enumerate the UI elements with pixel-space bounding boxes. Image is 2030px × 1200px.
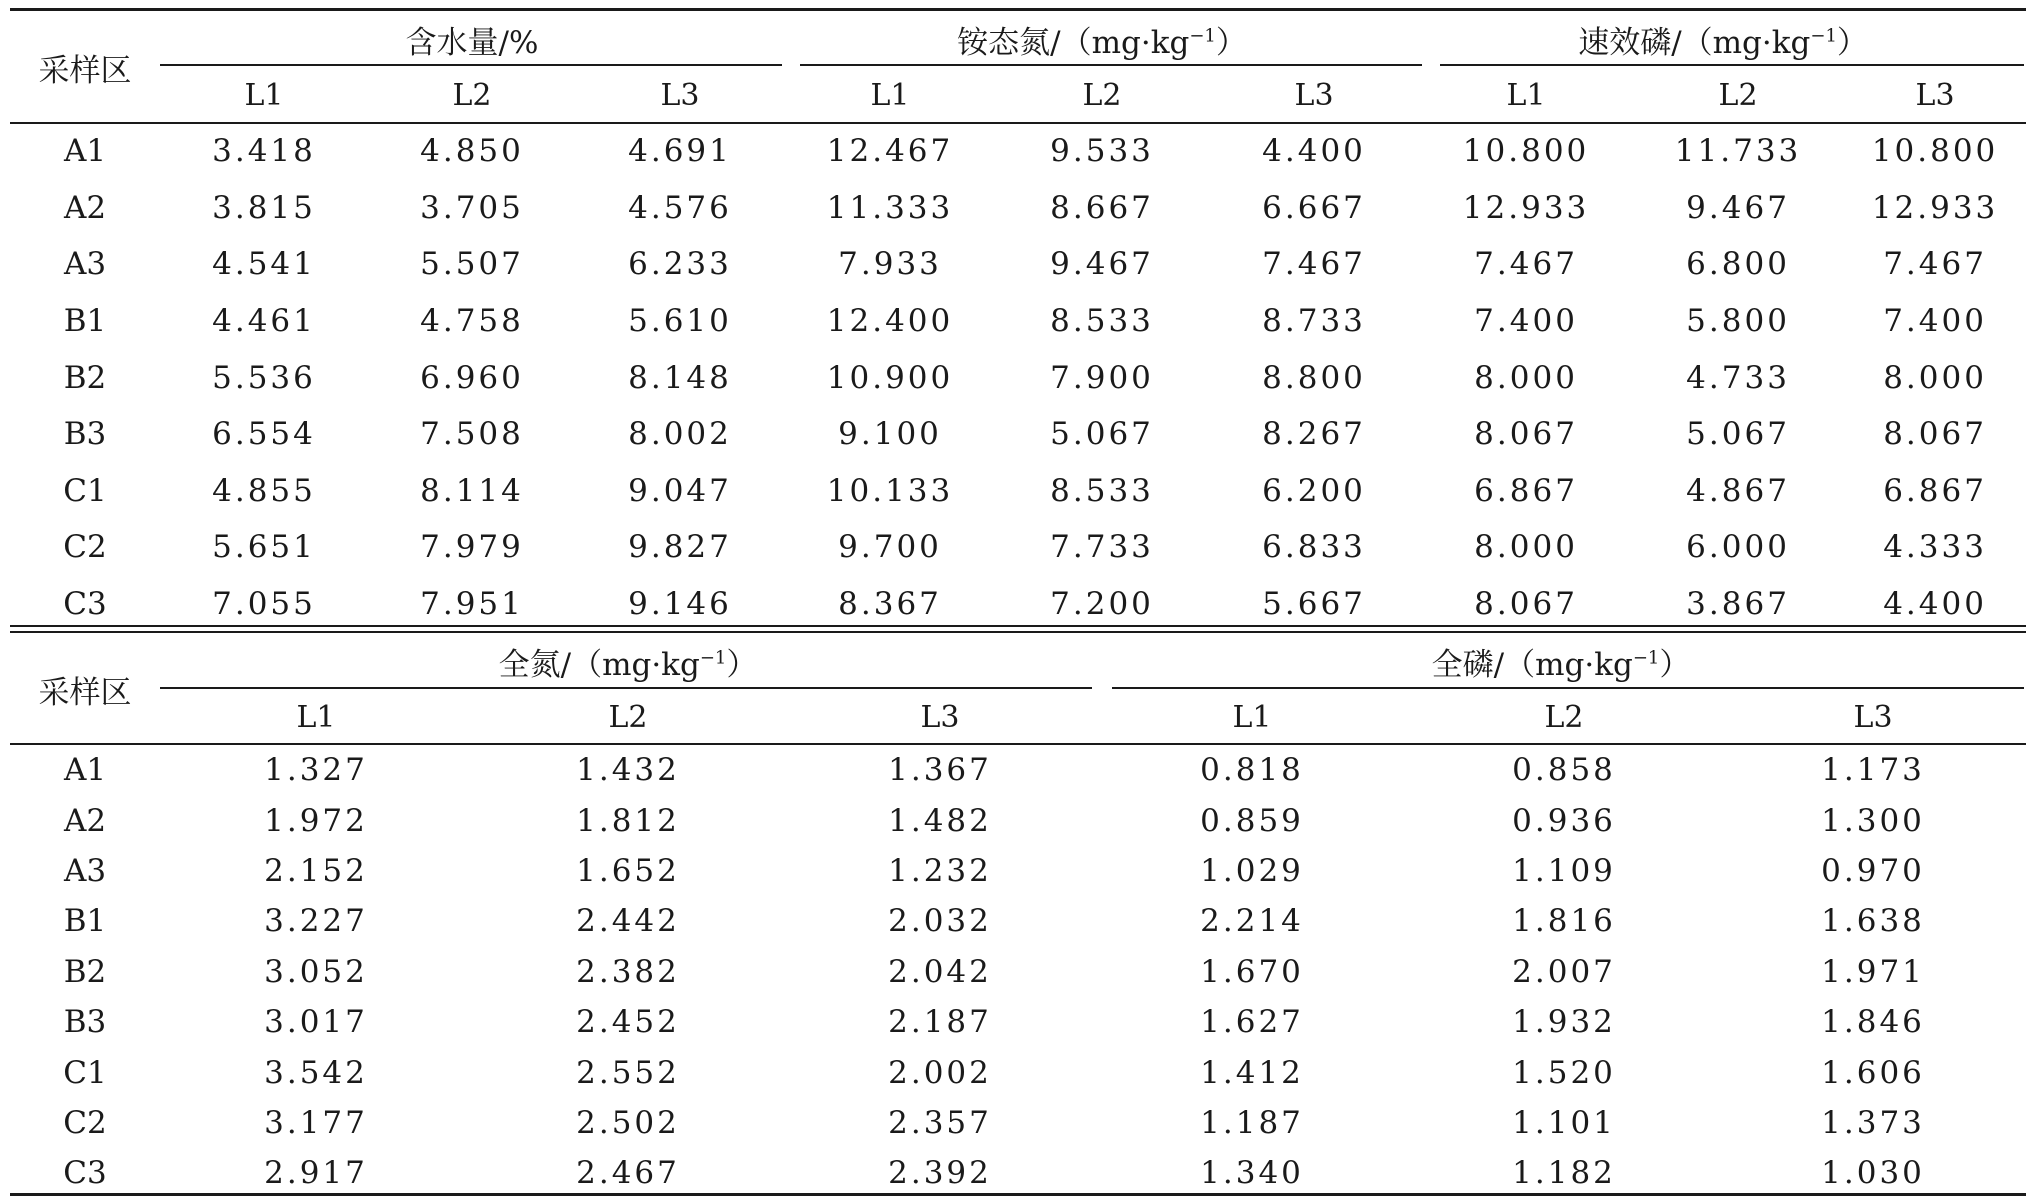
table-row [10,997,2026,1047]
table-cell: 8.114 [420,472,524,509]
subheader-l3: L3 [1915,77,1955,113]
table2-body [10,745,2026,1199]
table-row [10,180,2026,237]
table-cell: 2.502 [576,1104,680,1141]
table-cell: 9.827 [628,529,732,566]
table-cell: 3.418 [212,133,316,170]
group-header-available-p: 速效磷$/(mg\cdot kg^{-1})$ [1578,24,1868,61]
table-cell: 3.177 [264,1104,368,1141]
table-cell: 8.148 [628,359,732,396]
table-row [10,1148,2026,1198]
table-cell: 4.867 [1686,472,1790,509]
table-cell: 8.267 [1262,416,1366,453]
table-cell: 8.002 [628,416,732,453]
table-cell: 5.507 [420,246,524,283]
table-cell: 2.552 [576,1054,680,1091]
table-cell: 2.187 [888,1004,992,1041]
table-cell: 10.900 [826,359,954,396]
table-cell: 2.382 [576,953,680,990]
table-cell: 4.400 [1262,133,1366,170]
table-cell: 1.638 [1821,903,1925,940]
row-label: C1 [63,1054,107,1091]
table-cell: 10.800 [1462,133,1590,170]
table-row [10,293,2026,350]
table-cell: 3.542 [264,1054,368,1091]
subheader-l1: L1 [1506,77,1546,113]
table-cell: 1.173 [1821,752,1925,789]
table-cell: 1.182 [1512,1155,1616,1192]
table-cell: 1.300 [1821,802,1925,839]
table-cell: 3.227 [264,903,368,940]
row-label: B3 [63,416,107,453]
table-cell: 9.467 [1686,189,1790,226]
group-header-moisture: 含水量/% [405,24,539,61]
table-cell: 6.800 [1686,246,1790,283]
table-row [10,406,2026,463]
table-cell: 10.800 [1871,133,1999,170]
table-cell: 8.733 [1262,303,1366,340]
table-cell: 9.047 [628,472,732,509]
table-cell: 9.100 [838,416,942,453]
table1-body [10,123,2026,632]
row-label: A2 [63,802,107,839]
table-cell: 1.627 [1200,1004,1304,1041]
table-cell: 1.432 [576,752,680,789]
table-row [10,947,2026,997]
table-cell: 4.758 [420,303,524,340]
table-row [10,896,2026,946]
group-header-total-p: 全磷$/(mg\cdot kg^{-1})$ [1431,646,1691,683]
table-cell: 9.467 [1050,246,1154,283]
table-cell: 0.936 [1512,802,1616,839]
table-cell: 1.367 [888,752,992,789]
table-cell: 6.554 [212,416,316,453]
table-cell: 7.508 [420,416,524,453]
subheader-l2: L2 [1718,77,1758,113]
table-cell: 6.667 [1262,189,1366,226]
table-cell: 8.367 [838,586,942,623]
table-cell: 2.152 [264,852,368,889]
table-cell: 0.970 [1821,852,1925,889]
row-label: A3 [63,852,107,889]
table-cell: 8.067 [1474,416,1578,453]
table-cell: 5.067 [1050,416,1154,453]
table-cell: 9.146 [628,586,732,623]
subheader-l3: L3 [920,699,960,735]
row-label: A1 [63,133,107,170]
table-cell: 3.815 [212,189,316,226]
table-cell: 7.467 [1474,246,1578,283]
row-label: B3 [63,1004,107,1041]
table-cell: 8.000 [1883,359,1987,396]
table-cell: 5.067 [1686,416,1790,453]
table-cell: 5.610 [628,303,732,340]
table-row [10,349,2026,406]
table-cell: 2.214 [1200,903,1304,940]
subheader-l1: L1 [244,77,284,113]
soil-table-2 [10,633,2026,1199]
table-cell: 8.533 [1050,472,1154,509]
group-header-total-n: 全氮$/(mg\cdot kg^{-1})$ [498,646,758,683]
row-label: B2 [63,953,107,990]
row-label: C2 [63,529,107,566]
row-label: A2 [63,189,107,226]
group-header-ammonium-n: 铵态氮$/(mg\cdot kg^{-1})$ [957,24,1247,61]
table-cell: 4.541 [212,246,316,283]
table-cell: 6.833 [1262,529,1366,566]
table-cell: 4.733 [1686,359,1790,396]
table-cell: 8.800 [1262,359,1366,396]
subheader-l1: L1 [1232,699,1272,735]
table-cell: 1.816 [1512,903,1616,940]
table-cell: 12.933 [1871,189,1999,226]
table-cell: 2.452 [576,1004,680,1041]
table-cell: 5.800 [1686,303,1790,340]
table-cell: 10.133 [826,472,954,509]
table-cell: 5.667 [1262,586,1366,623]
table-cell: 6.000 [1686,529,1790,566]
table-cell: 1.373 [1821,1104,1925,1141]
table-cell: 8.667 [1050,189,1154,226]
table-cell: 1.327 [264,752,368,789]
table-cell: 1.932 [1512,1004,1616,1041]
table-row [10,745,2026,795]
subheader-l2: L2 [1082,77,1122,113]
table-cell: 6.867 [1474,472,1578,509]
table-row [10,236,2026,293]
table-cell: 2.442 [576,903,680,940]
table-cell: 4.850 [420,133,524,170]
table-cell: 3.052 [264,953,368,990]
table-row [10,1047,2026,1097]
table-cell: 1.340 [1200,1155,1304,1192]
row-label: C1 [63,472,107,509]
table-cell: 8.533 [1050,303,1154,340]
table-cell: 2.002 [888,1054,992,1091]
table-cell: 2.007 [1512,953,1616,990]
table-cell: 1.101 [1512,1104,1616,1141]
table-cell: 12.933 [1462,189,1590,226]
table-cell: 7.951 [420,586,524,623]
table-cell: 7.400 [1474,303,1578,340]
table-cell: 2.917 [264,1155,368,1192]
table-cell: 7.933 [838,246,942,283]
row-label: C2 [63,1104,107,1141]
row-label: B1 [63,303,107,340]
row-label: A3 [63,246,107,283]
table-row [10,519,2026,576]
table-cell: 3.705 [420,189,524,226]
table-cell: 1.652 [576,852,680,889]
subheader-l2: L2 [608,699,648,735]
table-row [10,463,2026,520]
table-cell: 8.000 [1474,529,1578,566]
table-cell: 7.979 [420,529,524,566]
table-cell: 3.017 [264,1004,368,1041]
table-cell: 6.960 [420,359,524,396]
corner-header-sampling-area: 采样区 [38,674,132,711]
table-row [10,846,2026,896]
row-label: A1 [63,752,107,789]
table-cell: 7.467 [1883,246,1987,283]
table-cell: 1.030 [1821,1155,1925,1192]
table-cell: 9.533 [1050,133,1154,170]
table-cell: 7.200 [1050,586,1154,623]
table-cell: 6.867 [1883,472,1987,509]
subheader-l2: L2 [1544,699,1584,735]
table-cell: 3.867 [1686,586,1790,623]
table-cell: 0.818 [1200,752,1304,789]
table-cell: 4.400 [1883,586,1987,623]
table-cell: 1.232 [888,852,992,889]
table-cell: 1.482 [888,802,992,839]
table-cell: 1.971 [1821,953,1925,990]
table-cell: 8.067 [1474,586,1578,623]
table-cell: 1.846 [1821,1004,1925,1041]
table-row [10,123,2026,180]
row-label: B1 [63,903,107,940]
table-cell: 0.859 [1200,802,1304,839]
table-cell: 1.187 [1200,1104,1304,1141]
subheader-l1: L1 [296,699,336,735]
table-cell: 7.055 [212,586,316,623]
table-cell: 7.400 [1883,303,1987,340]
table-cell: 11.333 [826,189,954,226]
table-cell: 4.333 [1883,529,1987,566]
row-label: B2 [63,359,107,396]
table-cell: 12.400 [826,303,954,340]
row-label: C3 [63,1155,107,1192]
table-cell: 2.467 [576,1155,680,1192]
table-cell: 4.576 [628,189,732,226]
table-cell: 6.200 [1262,472,1366,509]
subheader-l3: L3 [1294,77,1334,113]
table-row [10,1098,2026,1148]
table-cell: 2.357 [888,1104,992,1141]
table-cell: 1.412 [1200,1054,1304,1091]
table-cell: 0.858 [1512,752,1616,789]
table-cell: 4.691 [628,133,732,170]
table-row [10,795,2026,845]
table-cell: 7.900 [1050,359,1154,396]
subheader-l3: L3 [1853,699,1893,735]
table-cell: 12.467 [826,133,954,170]
table-cell: 1.606 [1821,1054,1925,1091]
table-cell: 1.029 [1200,852,1304,889]
subheader-l2: L2 [452,77,492,113]
table-cell: 5.651 [212,529,316,566]
table-cell: 11.733 [1674,133,1802,170]
table-cell: 1.972 [264,802,368,839]
table-cell: 7.733 [1050,529,1154,566]
table-cell: 7.467 [1262,246,1366,283]
table-cell: 8.000 [1474,359,1578,396]
table-cell: 4.461 [212,303,316,340]
soil-table-1 [10,11,2026,632]
table-cell: 4.855 [212,472,316,509]
table-cell: 5.536 [212,359,316,396]
row-label: C3 [63,586,107,623]
table-cell: 1.520 [1512,1054,1616,1091]
table-cell: 2.392 [888,1155,992,1192]
corner-header-sampling-area: 采样区 [38,52,132,89]
table-cell: 9.700 [838,529,942,566]
table-cell: 2.032 [888,903,992,940]
table-row [10,576,2026,633]
table-cell: 8.067 [1883,416,1987,453]
subheader-l3: L3 [660,77,700,113]
table-cell: 1.812 [576,802,680,839]
table-cell: 1.670 [1200,953,1304,990]
subheader-l1: L1 [870,77,910,113]
table-cell: 2.042 [888,953,992,990]
table-cell: 6.233 [628,246,732,283]
table-cell: 1.109 [1512,852,1616,889]
